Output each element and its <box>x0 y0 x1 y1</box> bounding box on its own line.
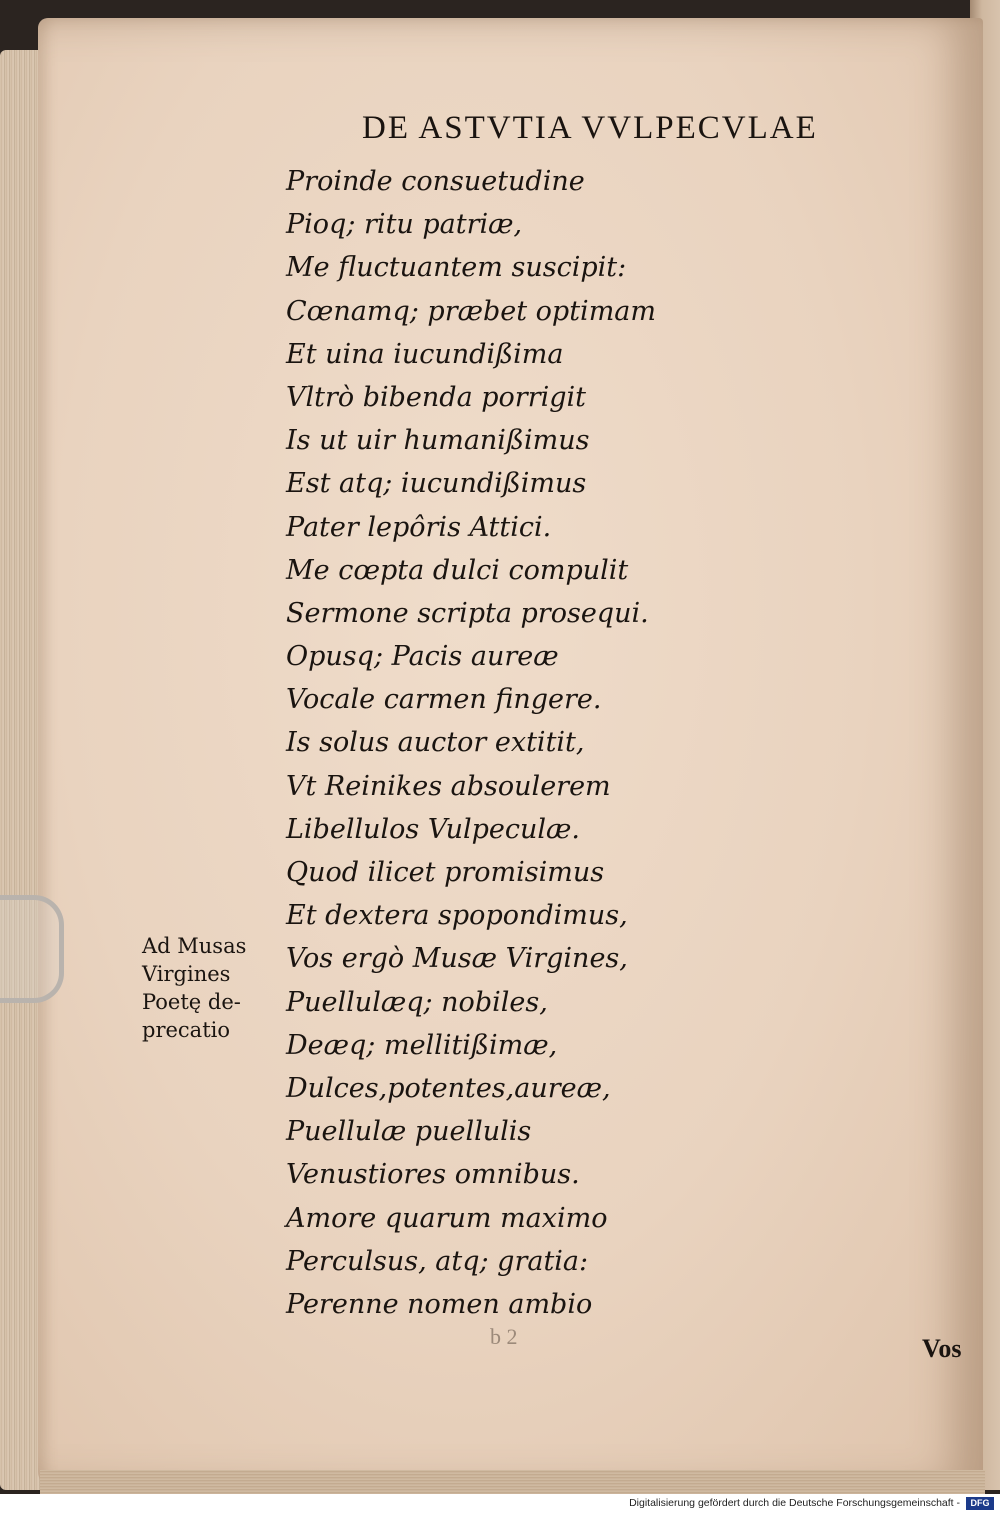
marginal-note <box>142 932 246 1044</box>
verse-line: Deæq; mellitißimæ, <box>286 1029 558 1061</box>
verse-line: Proinde consuetudine <box>286 166 585 197</box>
running-head: DE ASTVTIA VVLPECVLAE <box>362 110 818 146</box>
verse-line: Et uina iucundißima <box>286 338 564 370</box>
verse-line: Puellulæ puellulis <box>286 1116 532 1148</box>
catchword: Vos <box>922 1334 962 1363</box>
verse-line: Vos ergò Musæ Virgines, <box>286 943 628 975</box>
marginal-note-line: precatio <box>142 1018 230 1042</box>
marginal-note-line: Virgines <box>142 962 231 986</box>
digitization-credit: Digitalisierung gefördert durch die Deutsche Forschungsgemeinschaft - <box>629 1497 960 1509</box>
verse-line: Opusq; Pacis aureæ <box>286 641 559 673</box>
verse-line: Perenne nomen ambio <box>286 1288 593 1320</box>
verse-line: Amore quarum maximo <box>286 1202 608 1234</box>
verse-line: Vocale carmen fingere. <box>286 684 602 716</box>
verse-line: Vt Reinikes absoulerem <box>286 770 611 802</box>
dfg-logo: DFG <box>966 1497 994 1510</box>
verse-line: Me cœpta dulci compulit <box>286 554 629 586</box>
verse-line: Puellulæq; nobiles, <box>286 986 548 1018</box>
verse-line: Pioq; ritu patriæ, <box>286 209 523 241</box>
verse-line: Et dextera spopondimus, <box>286 900 628 932</box>
verse-line: Vltrò bibenda porrigit <box>286 381 587 413</box>
verse-line: Me fluctuantem suscipit: <box>286 252 627 284</box>
verse-line: Dulces,potentes,aureæ, <box>286 1072 611 1104</box>
marginal-note-line: Ad Musas <box>142 934 247 958</box>
marginal-note-line: Poetę de- <box>142 990 241 1014</box>
verse-line: Is solus auctor extitit, <box>286 727 585 759</box>
verse-line: Libellulos Vulpeculæ. <box>286 813 580 845</box>
verse-line: Sermone scripta prosequi. <box>286 597 649 629</box>
verse-line: Cœnamq; præbet optimam <box>286 295 656 327</box>
verse-line: Est atq; iucundißimus <box>286 468 587 500</box>
book-bottom-edge <box>40 1470 985 1494</box>
signature-mark: b 2 <box>490 1324 518 1349</box>
verse-line: Venustiores omnibus. <box>286 1159 580 1191</box>
verse-line: Quod ilicet promisimus <box>286 857 605 888</box>
verse-line: Pater lepôris Attici. <box>286 511 552 543</box>
verse-line: Perculsus, atq; gratia: <box>286 1245 589 1277</box>
book-clasp <box>0 895 64 1003</box>
verse-list <box>286 160 656 1326</box>
verse-line: Is ut uir humanißimus <box>286 425 590 457</box>
